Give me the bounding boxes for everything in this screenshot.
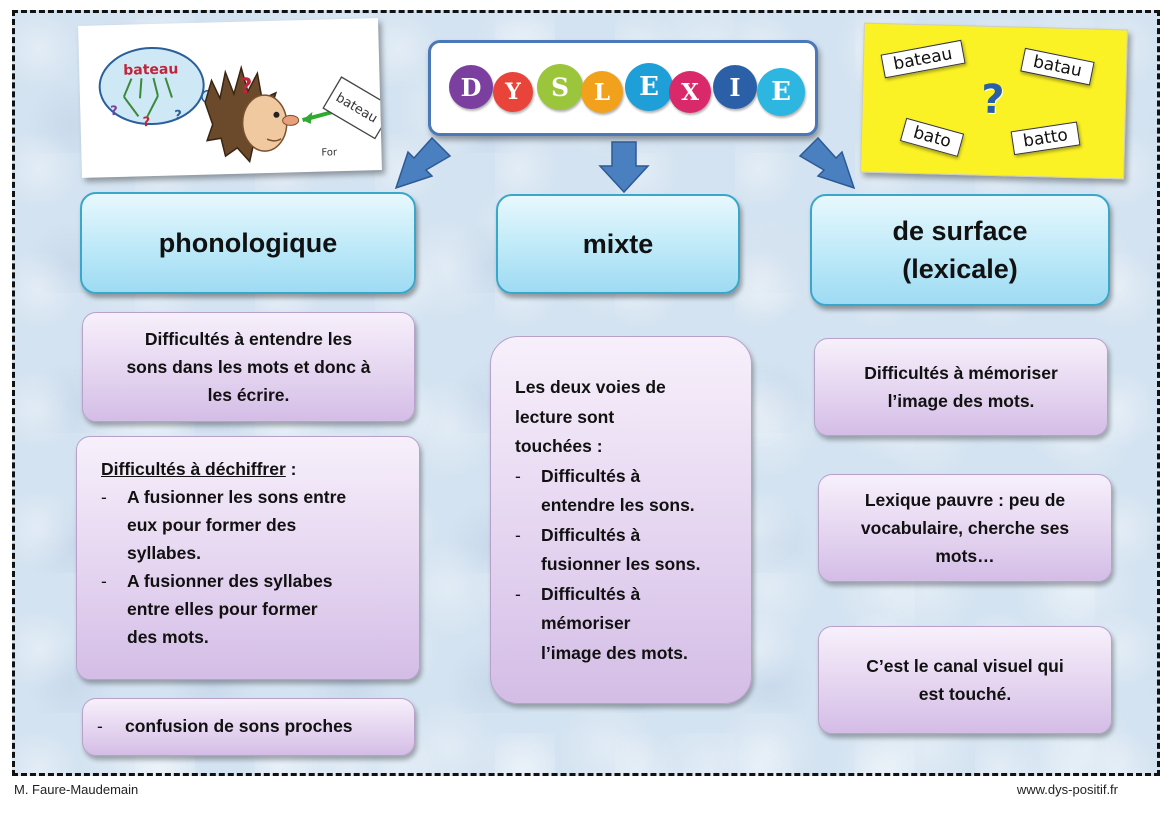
text-line: lecture sont (515, 406, 615, 427)
word-card-bato: bato (900, 118, 965, 157)
mixte-box (490, 336, 752, 704)
list-item-cont (515, 491, 741, 521)
arrow-right-icon (796, 136, 858, 192)
list-item (97, 712, 414, 740)
title-letter: X (669, 71, 711, 113)
list-item (515, 462, 741, 492)
list-item-cont (515, 639, 741, 669)
title-letter: E (757, 68, 805, 116)
svg-text:bateau: bateau (123, 61, 179, 79)
text-line: Difficultés à (541, 583, 641, 604)
dash: - (97, 716, 103, 736)
list-item (101, 567, 405, 595)
text-line: mots… (935, 546, 995, 566)
hedgehog-reading-icon (78, 18, 382, 178)
text-line: Difficultés à (541, 465, 641, 486)
text-line: entendre les sons. (541, 495, 695, 515)
text-line: les écrire. (207, 385, 290, 405)
text-line: entre elles pour former (127, 599, 318, 619)
text-line: Difficultés à mémoriser (864, 363, 1058, 383)
category-mixte-label: mixte (582, 229, 654, 259)
title-letter: E (625, 63, 673, 111)
text-line: syllabes. (127, 543, 201, 563)
category-phonologique-label: phonologique (158, 228, 338, 258)
text-line: A fusionner les sons entre (127, 487, 347, 507)
phonologique-box-1 (82, 312, 415, 422)
word-card-batto: batto (1011, 122, 1081, 156)
phonologique-box-2 (76, 436, 420, 680)
text-line: confusion de sons proches (125, 716, 353, 736)
text-line: eux pour former des (127, 515, 297, 535)
list-item-cont (515, 550, 741, 580)
arrow-down-icon (596, 140, 652, 196)
text-line: C’est le canal visuel qui (866, 656, 1064, 676)
title-letter: Y (493, 72, 533, 112)
svg-text:For: For (321, 147, 338, 159)
title-letter: D (449, 65, 493, 109)
text-line: vocabulaire, cherche ses (860, 518, 1070, 538)
heading-colon: : (285, 459, 297, 479)
text-line: sons dans les mots et donc à (126, 357, 371, 377)
dash: - (101, 487, 107, 507)
dash: - (515, 524, 521, 545)
word-card-batau: batau (1020, 48, 1094, 86)
text-line: Les deux voies de (515, 377, 666, 397)
heading-underlined: Difficultés à déchiffrer (101, 459, 286, 479)
title-letter: S (537, 64, 583, 110)
text-line: est touché. (918, 684, 1012, 704)
svg-text:?: ? (239, 74, 253, 100)
title-letter: I (713, 65, 757, 109)
list-item-cont (515, 609, 741, 639)
text-line: des mots. (127, 627, 209, 647)
text-line: l’image des mots. (541, 642, 688, 663)
lexical-illustration (860, 23, 1128, 180)
category-surface-line2: (lexicale) (902, 254, 1018, 284)
category-mixte (496, 194, 740, 294)
phonologique-box-3 (82, 698, 415, 756)
svg-text:bateau: bateau (332, 90, 380, 127)
list-item-cont (101, 511, 405, 539)
surface-box-2 (818, 474, 1112, 582)
list-item (515, 580, 741, 610)
list-item-cont (101, 623, 405, 651)
list-item-cont (101, 595, 405, 623)
text-line: touchées : (515, 436, 603, 456)
svg-text:?: ? (174, 108, 183, 124)
phonological-illustration (78, 18, 382, 178)
surface-box-1 (814, 338, 1108, 436)
dash: - (101, 571, 107, 591)
svg-text:?: ? (142, 115, 151, 131)
list-item (101, 483, 405, 511)
category-surface-line1: de surface (892, 216, 1028, 246)
title-box (428, 40, 818, 136)
title-letter: L (581, 71, 623, 113)
text-line: fusionner les sons. (541, 554, 701, 574)
text-line: mémoriser (541, 613, 631, 633)
dash: - (515, 465, 521, 486)
arrow-left-icon (392, 136, 454, 192)
text-line: Difficultés à (541, 524, 641, 545)
list-item (515, 521, 741, 551)
word-card-bateau: bateau (881, 40, 966, 78)
footer-website: www.dys-positif.fr (1016, 782, 1118, 797)
footer-author: M. Faure-Maudemain (14, 782, 139, 797)
text-line: l’image des mots. (887, 391, 1035, 411)
list-item-cont (101, 539, 405, 567)
question-mark-icon: ? (980, 76, 1005, 124)
text-line: A fusionner des syllabes (127, 571, 333, 591)
text-line: Lexique pauvre : peu de (864, 490, 1066, 510)
category-phonologique (80, 192, 416, 294)
dash: - (515, 583, 521, 604)
svg-text:?: ? (110, 103, 119, 120)
text-line: Difficultés à entendre les (144, 329, 353, 349)
box2-heading (101, 455, 405, 483)
category-surface (810, 194, 1110, 306)
surface-box-3 (818, 626, 1112, 734)
